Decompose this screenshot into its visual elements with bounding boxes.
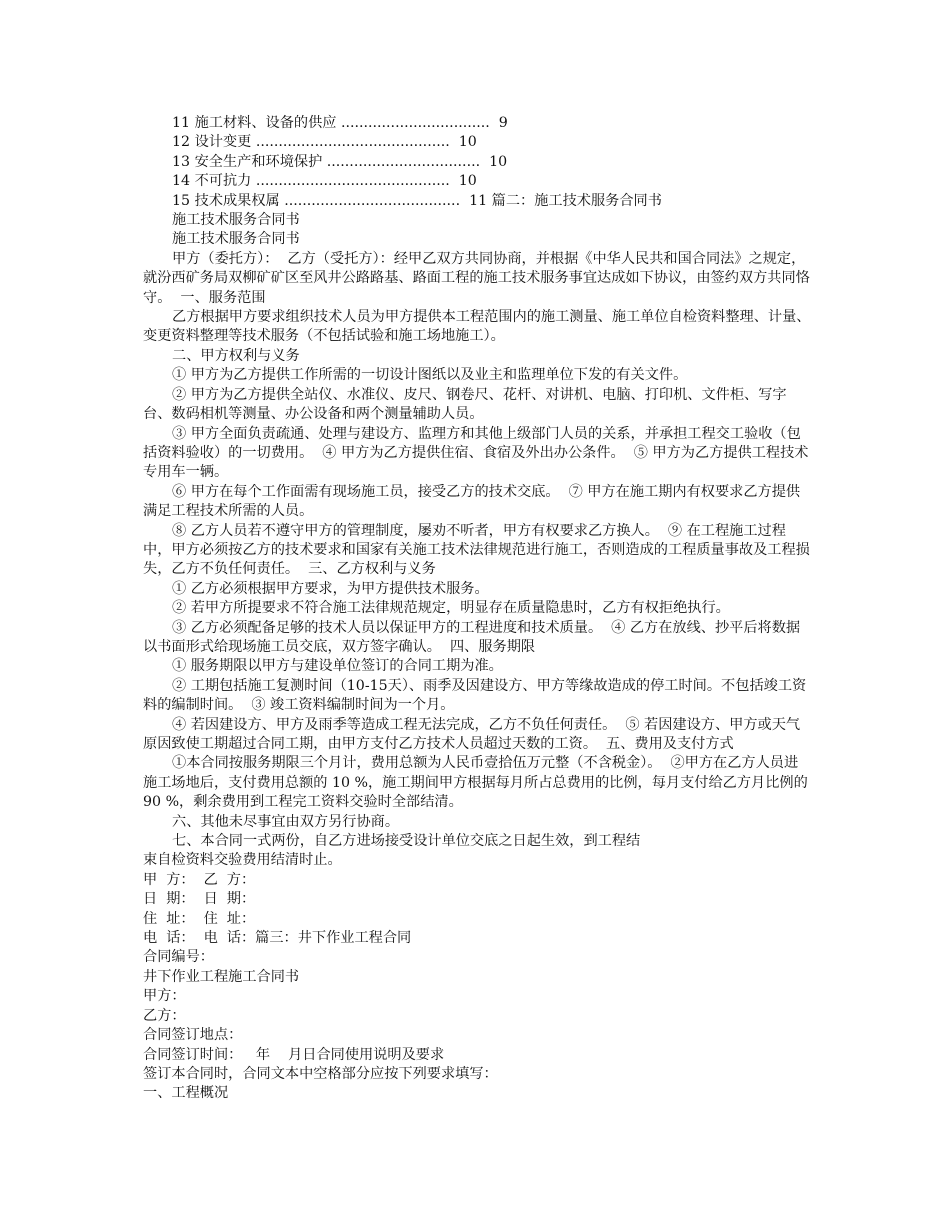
document-paragraph: 11 施工材料、设备的供应 ................................. 9 (172, 115, 508, 131)
document-paragraph: 束自检资料交验费用结清时止。 (143, 852, 342, 869)
document-body (143, 114, 811, 1104)
document-paragraph: ①本合同按服务期限三个月计，费用总额为人民币壹拾伍万元整（不含税金）。 ②甲方在乙方人员进施工场地后，支付费用总额的 10 %，施工期间甲方根据每月所占总费用的比例，每月支付给乙方月比例的 90 %，剩余费用到工程完工资料交验时全部结清。 (143, 755, 813, 811)
document-paragraph: 住 址： 住 址： (143, 910, 256, 927)
document-paragraph: ③ 甲方全面负责疏通、处理与建设方、监理方和其他上级部门人员的关系，并承担工程交工验收（包括资料验收）的一切费用。 ④ 甲方为乙方提供住宿、食宿及外出办公条件。 ⑤ 甲方为乙方提供工程技术专用车一辆。 (143, 425, 809, 481)
document-paragraph: 施工技术服务合同书 (172, 231, 300, 248)
document-paragraph: 电 话： 电 话：篇三：井下作业工程合同 (143, 930, 412, 947)
document-paragraph: 签订本合同时，合同文本中空格部分应按下列要求填写： (143, 1065, 498, 1082)
document-paragraph: 甲方（委托方）： 乙方（受托方）：经甲乙双方共同协商，并根据《中华人民共和国合同法》之规定，就汾西矿务局双柳矿矿区至风井公路路基、路面工程的施工技术服务事宜达成如下协议，由签约双方共同恪守。 一、服务范围 (143, 250, 810, 306)
document-paragraph: 二、甲方权利与义务 (172, 347, 300, 364)
document-paragraph: 乙方： (143, 1007, 186, 1024)
document-paragraph: ② 工期包括施工复测时间（10-15天）、雨季及因建设方、甲方等缘故造成的停工时间。不包括竣工资料的编制时间。 ③ 竣工资料编制时间为一个月。 (143, 677, 807, 714)
document-paragraph: 一、工程概况 (143, 1085, 229, 1102)
document-paragraph: 乙方根据甲方要求组织技术人员为甲方提供本工程范围内的施工测量、施工单位自检资料整理、计量、变更资料整理等技术服务（不包括试验和施工场地施工）。 (143, 309, 811, 345)
document-paragraph: 合同签订时间： 年 月日合同使用说明及要求 (143, 1046, 445, 1063)
document-paragraph: ③ 乙方必须配备足够的技术人员以保证甲方的工程进度和技术质量。 ④ 乙方在放线、抄平后将数据以书面形式给现场施工员交底，双方签字确认。 四、服务期限 (143, 619, 801, 655)
document-paragraph: 六、其他未尽事宜由双方另行协商。 (172, 813, 400, 830)
document-paragraph: 13 安全生产和环境保护 .................................. 10 (172, 153, 508, 170)
document-paragraph: ① 甲方为乙方提供工作所需的一切设计图纸以及业主和监理单位下发的有关文件。 (172, 367, 688, 384)
document-paragraph: 甲方： (143, 988, 186, 1005)
document-paragraph: ⑥ 甲方在每个工作面需有现场施工员，接受乙方的技术交底。 ⑦ 甲方在施工期内有权要求乙方提供满足工程技术所需的人员。 (143, 483, 801, 520)
document-paragraph: ② 若甲方所提要求不符合施工法律规范规定，明显存在质量隐患时，乙方有权拒绝执行。 (172, 600, 730, 617)
document-paragraph: 合同编号： (143, 949, 214, 966)
document-paragraph: 七、本合同一式两份，自乙方进场接受设计单位交底之日起生效，到工程结 (172, 833, 641, 850)
document-paragraph: 甲 方： 乙 方： (143, 871, 256, 888)
document-paragraph: ② 甲方为乙方提供全站仪、水准仪、皮尺、钢卷尺、花杆、对讲机、电脑、打印机、文件柜、写字台、数码相机等测量、办公设备和两个测量辅助人员。 (143, 386, 787, 423)
document-paragraph: ④ 若因建设方、甲方及雨季等造成工程无法完成，乙方不负任何责任。 ⑤ 若因建设方、甲方或天气原因致使工期超过合同工期，由甲方支付乙方技术人员超过天数的工资。 五、费用及支付方式 (143, 716, 801, 752)
document-paragraph: 井下作业工程施工合同书 (143, 968, 300, 985)
document-paragraph: 日 期： 日 期： (143, 891, 256, 908)
document-paragraph: ⑧ 乙方人员若不遵守甲方的管理制度，屡劝不听者，甲方有权要求乙方换人。 ⑨ 在工程施工过程中，甲方必须按乙方的技术要求和国家有关施工技术法律规范进行施工，否则造成的工程质量事故及工程损失，乙方不负任何责任。 三、乙方权利与义务 (143, 522, 810, 578)
document-paragraph: 14 不可抗力 ........................................... 10 (172, 173, 477, 190)
document-paragraph: ① 服务期限以甲方与建设单位签订的合同工期为准。 (172, 658, 503, 675)
document-paragraph: 合同签订地点： (143, 1027, 243, 1044)
document-paragraph: ① 乙方必须根据甲方要求，为甲方提供技术服务。 (172, 580, 489, 597)
document-paragraph: 15 技术成果权属 ....................................... 11 篇二：施工技术服务合同书 (172, 192, 662, 209)
document-paragraph: 施工技术服务合同书 (172, 212, 300, 229)
document-paragraph: 12 设计变更 ........................................... 10 (172, 134, 477, 151)
